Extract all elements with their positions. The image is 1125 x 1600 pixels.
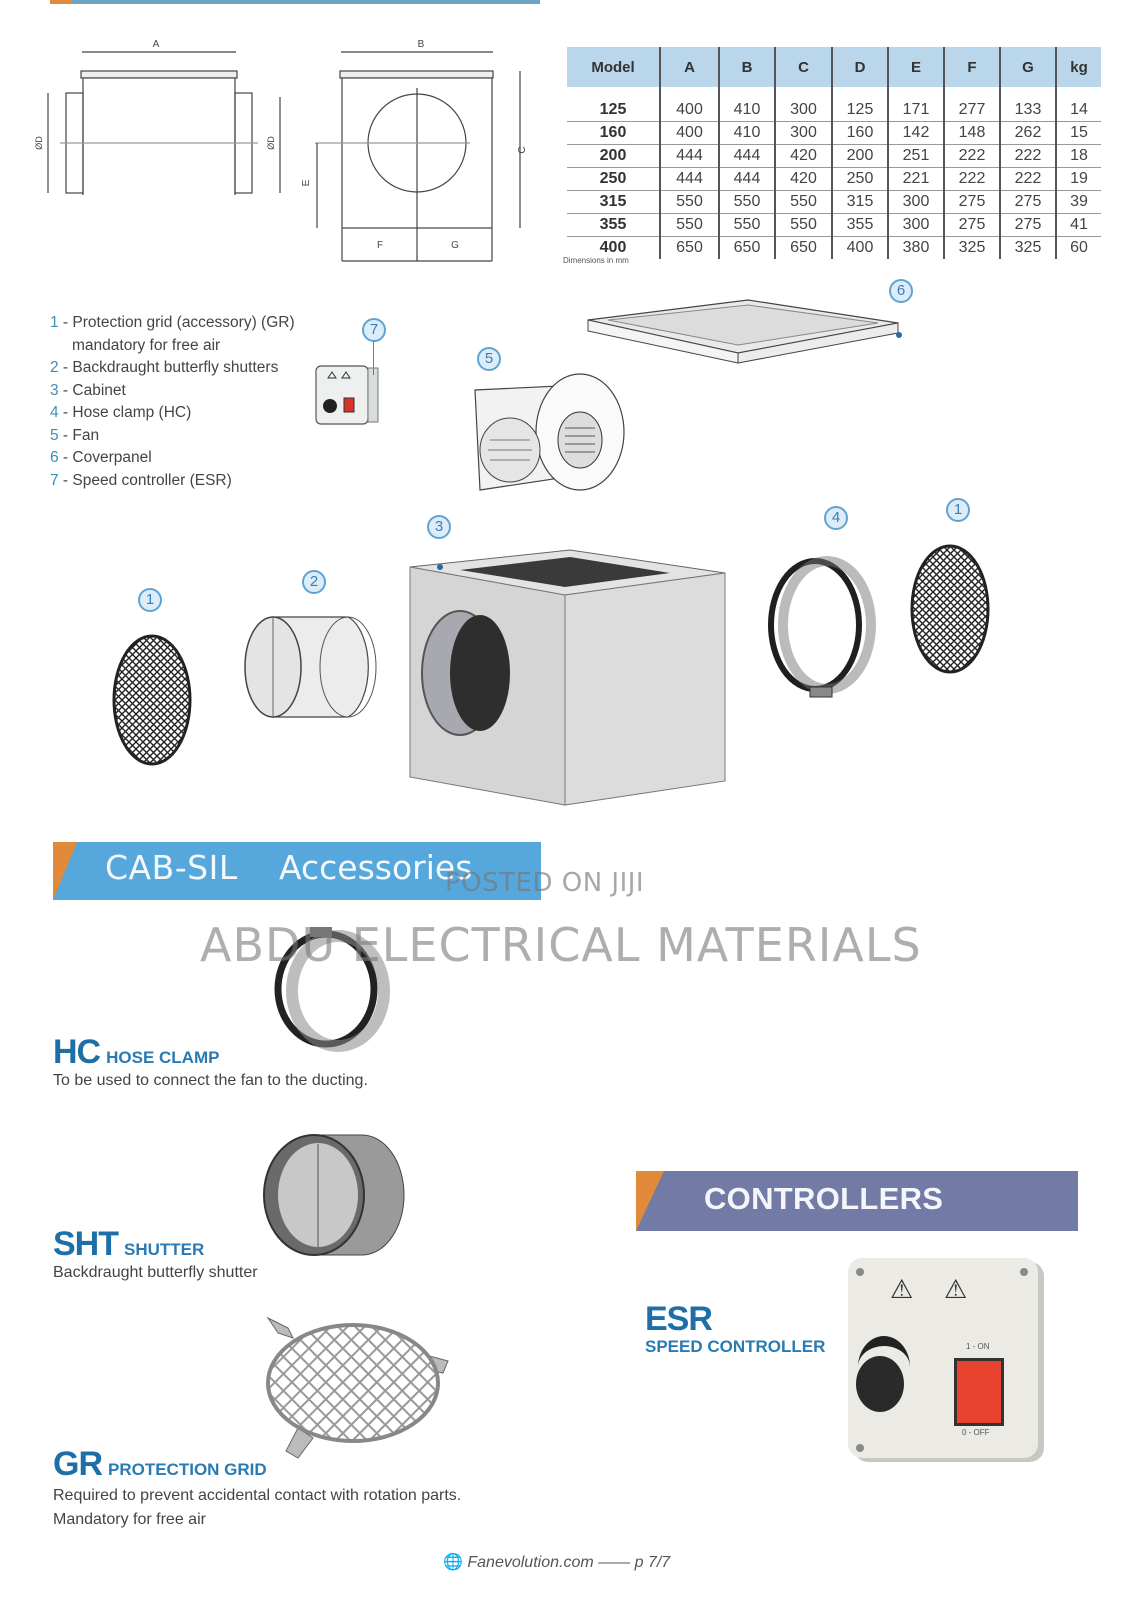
svg-text:F: F <box>376 240 384 251</box>
accessory-desc: Backdraught butterfly shutter <box>53 1264 258 1281</box>
legend-item-sub: mandatory for free air <box>72 336 221 354</box>
svg-text:B: B <box>417 39 425 50</box>
callout-5: 5 <box>477 347 501 371</box>
speed-knob[interactable] <box>856 1356 904 1412</box>
callout-7: 7 <box>362 318 386 342</box>
controller-esr <box>645 1300 825 1357</box>
col-g: G <box>1000 47 1056 87</box>
header-accent <box>53 842 77 900</box>
callout-4: 4 <box>824 506 848 530</box>
table-row: 355 550 550 550 355 300 275 275 41 <box>567 214 1101 237</box>
coverpanel-illustration <box>583 295 913 370</box>
table-header-row <box>567 47 1101 87</box>
screw-icon <box>856 1444 864 1452</box>
accessory-hc <box>53 1033 368 1090</box>
watermark-seller: ABDU ELECTRICAL MATERIALS <box>200 918 922 972</box>
sht-illustration <box>252 1130 412 1260</box>
accessory-desc-2: Mandatory for free air <box>53 1511 206 1528</box>
side-view-drawing <box>30 35 290 195</box>
accessory-sht <box>53 1225 258 1282</box>
callout-6: 6 <box>889 279 913 303</box>
watermark-posted: POSTED ON JIJI <box>445 868 645 898</box>
controller-code: ESR <box>645 1300 712 1338</box>
accessory-desc: Required to prevent accidental contact with rotation parts. <box>53 1487 462 1504</box>
legend-item: 4 - Hose clamp (HC) <box>50 404 192 421</box>
power-switch[interactable] <box>954 1358 1004 1426</box>
accessory-code: SHT <box>53 1225 118 1263</box>
table-row: 160 400 410 300 160 142 148 262 15 <box>567 122 1101 145</box>
high-voltage-warning-icon: ⚠ <box>944 1274 968 1304</box>
col-a: A <box>660 47 719 87</box>
col-d: D <box>832 47 888 87</box>
header-accent <box>50 0 72 4</box>
callout-3: 3 <box>427 515 451 539</box>
fan-illustration <box>470 370 630 500</box>
page-footer <box>443 1552 670 1572</box>
globe-icon: 🌐 <box>443 1554 463 1571</box>
legend-item: 6 - Coverpanel <box>50 449 152 466</box>
callout-2: 2 <box>302 570 326 594</box>
front-view-drawing <box>295 35 535 265</box>
screw-icon <box>1020 1268 1028 1276</box>
col-model: Model <box>567 47 660 87</box>
dim-label-a: A <box>152 39 160 50</box>
section-title-controllers: CONTROLLERS <box>704 1181 944 1216</box>
table-row: 250 444 444 420 250 221 222 222 19 <box>567 168 1101 191</box>
accessory-name: SHUTTER <box>124 1240 205 1259</box>
accessory-name: HOSE CLAMP <box>106 1048 220 1067</box>
callout-1-left: 1 <box>138 588 162 612</box>
hose-clamp-illustration <box>765 555 880 705</box>
table-row: 200 444 444 420 200 251 222 222 18 <box>567 145 1101 168</box>
col-e: E <box>888 47 944 87</box>
svg-text:E: E <box>301 179 312 187</box>
col-kg: kg <box>1056 47 1101 87</box>
table-row: 400 650 650 650 400 380 325 325 60 <box>567 237 1101 260</box>
table-row: 125 400 410 300 125 171 277 133 14 <box>567 99 1101 122</box>
accessory-desc: To be used to connect the fan to the ducting. <box>53 1072 368 1089</box>
footer-page: p 7/7 <box>634 1554 671 1571</box>
gr-illustration <box>258 1313 458 1463</box>
controller-name: SPEED CONTROLLER <box>645 1337 826 1356</box>
legend-item: 2 - Backdraught butterfly shutters <box>50 359 279 376</box>
top-header-bar <box>50 0 540 4</box>
accessory-code: GR <box>53 1445 102 1483</box>
dimensions-note: Dimensions in mm <box>563 256 629 265</box>
legend-item: 7 - Speed controller (ESR) <box>50 471 232 489</box>
section-title-accessories: Accessories <box>279 848 473 887</box>
protection-grid-right-illustration <box>905 543 995 678</box>
dimensions-table <box>567 47 1101 259</box>
legend-item: 1 - Protection grid (accessory) (GR) <box>50 314 295 331</box>
shutter-illustration <box>243 612 383 722</box>
footer-site: Fanevolution.com <box>467 1554 594 1571</box>
screw-icon <box>856 1268 864 1276</box>
footer-separator: —— <box>598 1554 635 1571</box>
speed-controller-illustration <box>312 360 382 430</box>
section-title-product: CAB-SIL <box>105 848 238 887</box>
callout-1-right: 1 <box>946 498 970 522</box>
col-f: F <box>944 47 1000 87</box>
cabinet-illustration <box>405 545 735 807</box>
col-c: C <box>775 47 832 87</box>
header-accent <box>636 1171 664 1231</box>
protection-grid-left-illustration <box>108 630 203 770</box>
accessory-gr <box>53 1445 461 1532</box>
switch-off-label: 0 - OFF <box>962 1428 990 1437</box>
esr-device-illustration <box>848 1258 1053 1458</box>
accessory-code: HC <box>53 1033 101 1071</box>
warning-icon: ⚠ <box>890 1274 914 1304</box>
svg-text:ØD: ØD <box>266 136 276 150</box>
svg-text:C: C <box>517 146 528 154</box>
col-b: B <box>719 47 775 87</box>
controllers-section-header <box>636 1171 1078 1231</box>
callout-7-leader <box>373 341 374 375</box>
parts-legend <box>50 312 295 492</box>
legend-item: 3 - Cabinet <box>50 381 126 399</box>
accessory-name: PROTECTION GRID <box>108 1460 267 1479</box>
switch-on-label: 1 - ON <box>966 1342 990 1351</box>
svg-text:ØD: ØD <box>34 136 44 150</box>
legend-item: 5 - Fan <box>50 426 100 444</box>
table-row: 315 550 550 550 315 300 275 275 39 <box>567 191 1101 214</box>
svg-text:G: G <box>451 240 459 251</box>
